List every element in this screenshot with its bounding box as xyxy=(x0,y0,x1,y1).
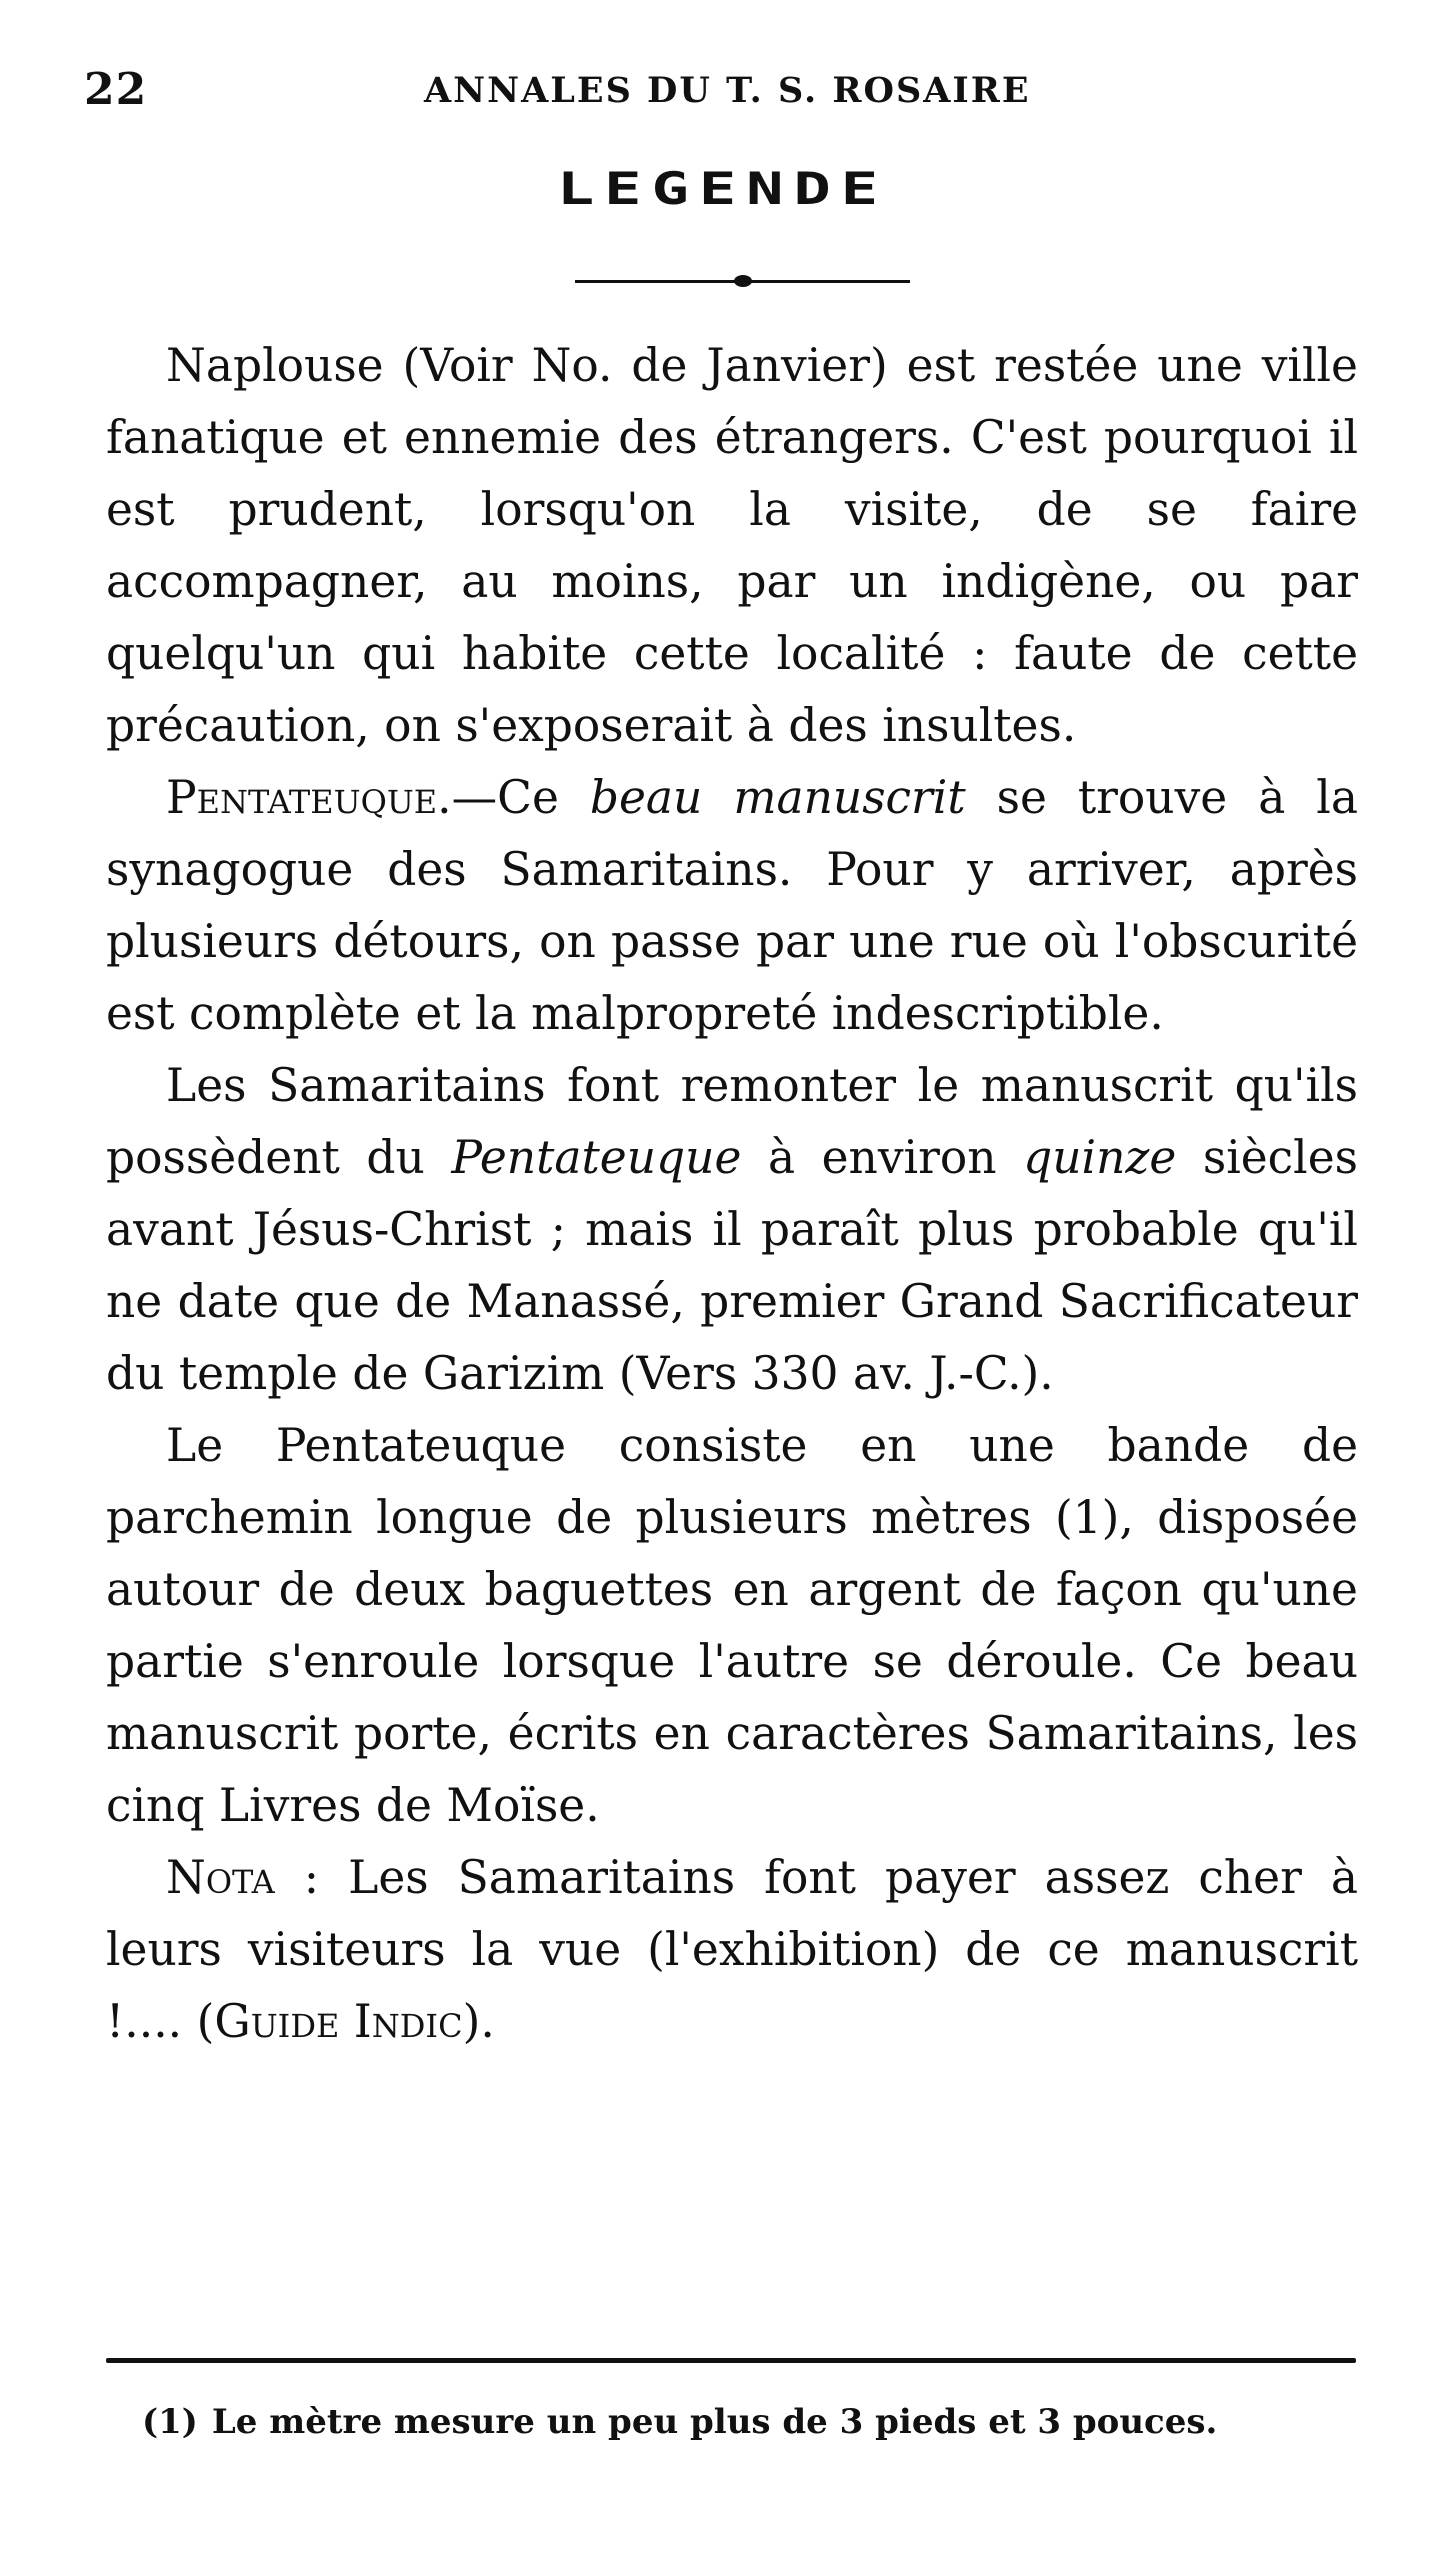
footnote-marker: (1) xyxy=(142,2402,198,2442)
paragraph-nota xyxy=(106,1842,1358,2058)
paragraph-text: Les Samaritains font remonter le manuscrit qu'ils possèdent du xyxy=(106,1059,1358,1184)
title-ornament-dot xyxy=(734,275,752,287)
paragraph-text: Le Pentateuque consiste en une bande de parchemin longue de plusieurs mètres (1), disposée autour de deux baguettes en argent de façon qu'une partie s'enroule lorsque l'autre se déroule. Ce beau manuscrit porte, écrits en caractères Samaritains, les cinq Livres de Moïse. xyxy=(106,1419,1358,1832)
paragraph-emphasis: Pentateuque xyxy=(451,1131,742,1184)
paragraph-pentateuque xyxy=(106,762,1358,1050)
article-body xyxy=(106,330,1358,2058)
footnote xyxy=(142,2400,1342,2444)
paragraph-text: : Les Samaritains font payer assez cher à leurs visiteurs la vue (l'exhibition) de ce manuscrit !.... ( xyxy=(106,1851,1358,2048)
journal-title: ANNALES DU T. S. ROSAIRE xyxy=(424,70,1031,111)
page-number: 22 xyxy=(84,64,148,115)
paragraph-emphasis: quinze xyxy=(1023,1131,1177,1184)
paragraph-naplouse xyxy=(106,330,1358,762)
paragraph-lead-term: Pentateuque. xyxy=(166,771,452,824)
section-title: LEGENDE xyxy=(556,162,889,215)
paragraph-lead-term: Nota xyxy=(166,1851,275,1904)
paragraph-bande xyxy=(106,1410,1358,1842)
running-head xyxy=(84,64,1314,124)
paragraph-text: se trouve à la synagogue des Samaritains. Pour y arriver, après plusieurs détours, on passe par une rue où l'obscurité est complète et la malpropreté indescriptible. xyxy=(106,771,1358,1040)
paragraph-text: siècles avant Jésus-Christ ; mais il paraît plus probable qu'il ne date que de Manassé, premier Grand Sacrificateur du temple de Garizim (Vers 330 av. J.-C.). xyxy=(106,1131,1358,1400)
paragraph-text: ). xyxy=(462,1995,495,2048)
paragraph-samaritains xyxy=(106,1050,1358,1410)
paragraph-text: —Ce xyxy=(451,771,590,824)
paragraph-emphasis: beau manuscrit xyxy=(589,771,966,824)
footnote-rule xyxy=(106,2358,1356,2363)
paragraph-text: à environ xyxy=(741,1131,1024,1184)
footnote-text: Le mètre mesure un peu plus de 3 pieds et 3 pouces. xyxy=(211,2402,1218,2442)
paragraph-text: Naplouse (Voir No. de Janvier) est restée une ville fanatique et ennemie des étrangers. C'est pourquoi il est prudent, lorsqu'on la visite, de se faire accompagner, au moins, par un indigène, ou par quelqu'un qui habite cette localité : faute de cette précaution, on s'exposerait à des insultes. xyxy=(106,339,1358,752)
source-citation: Guide Indic xyxy=(214,1995,463,2048)
